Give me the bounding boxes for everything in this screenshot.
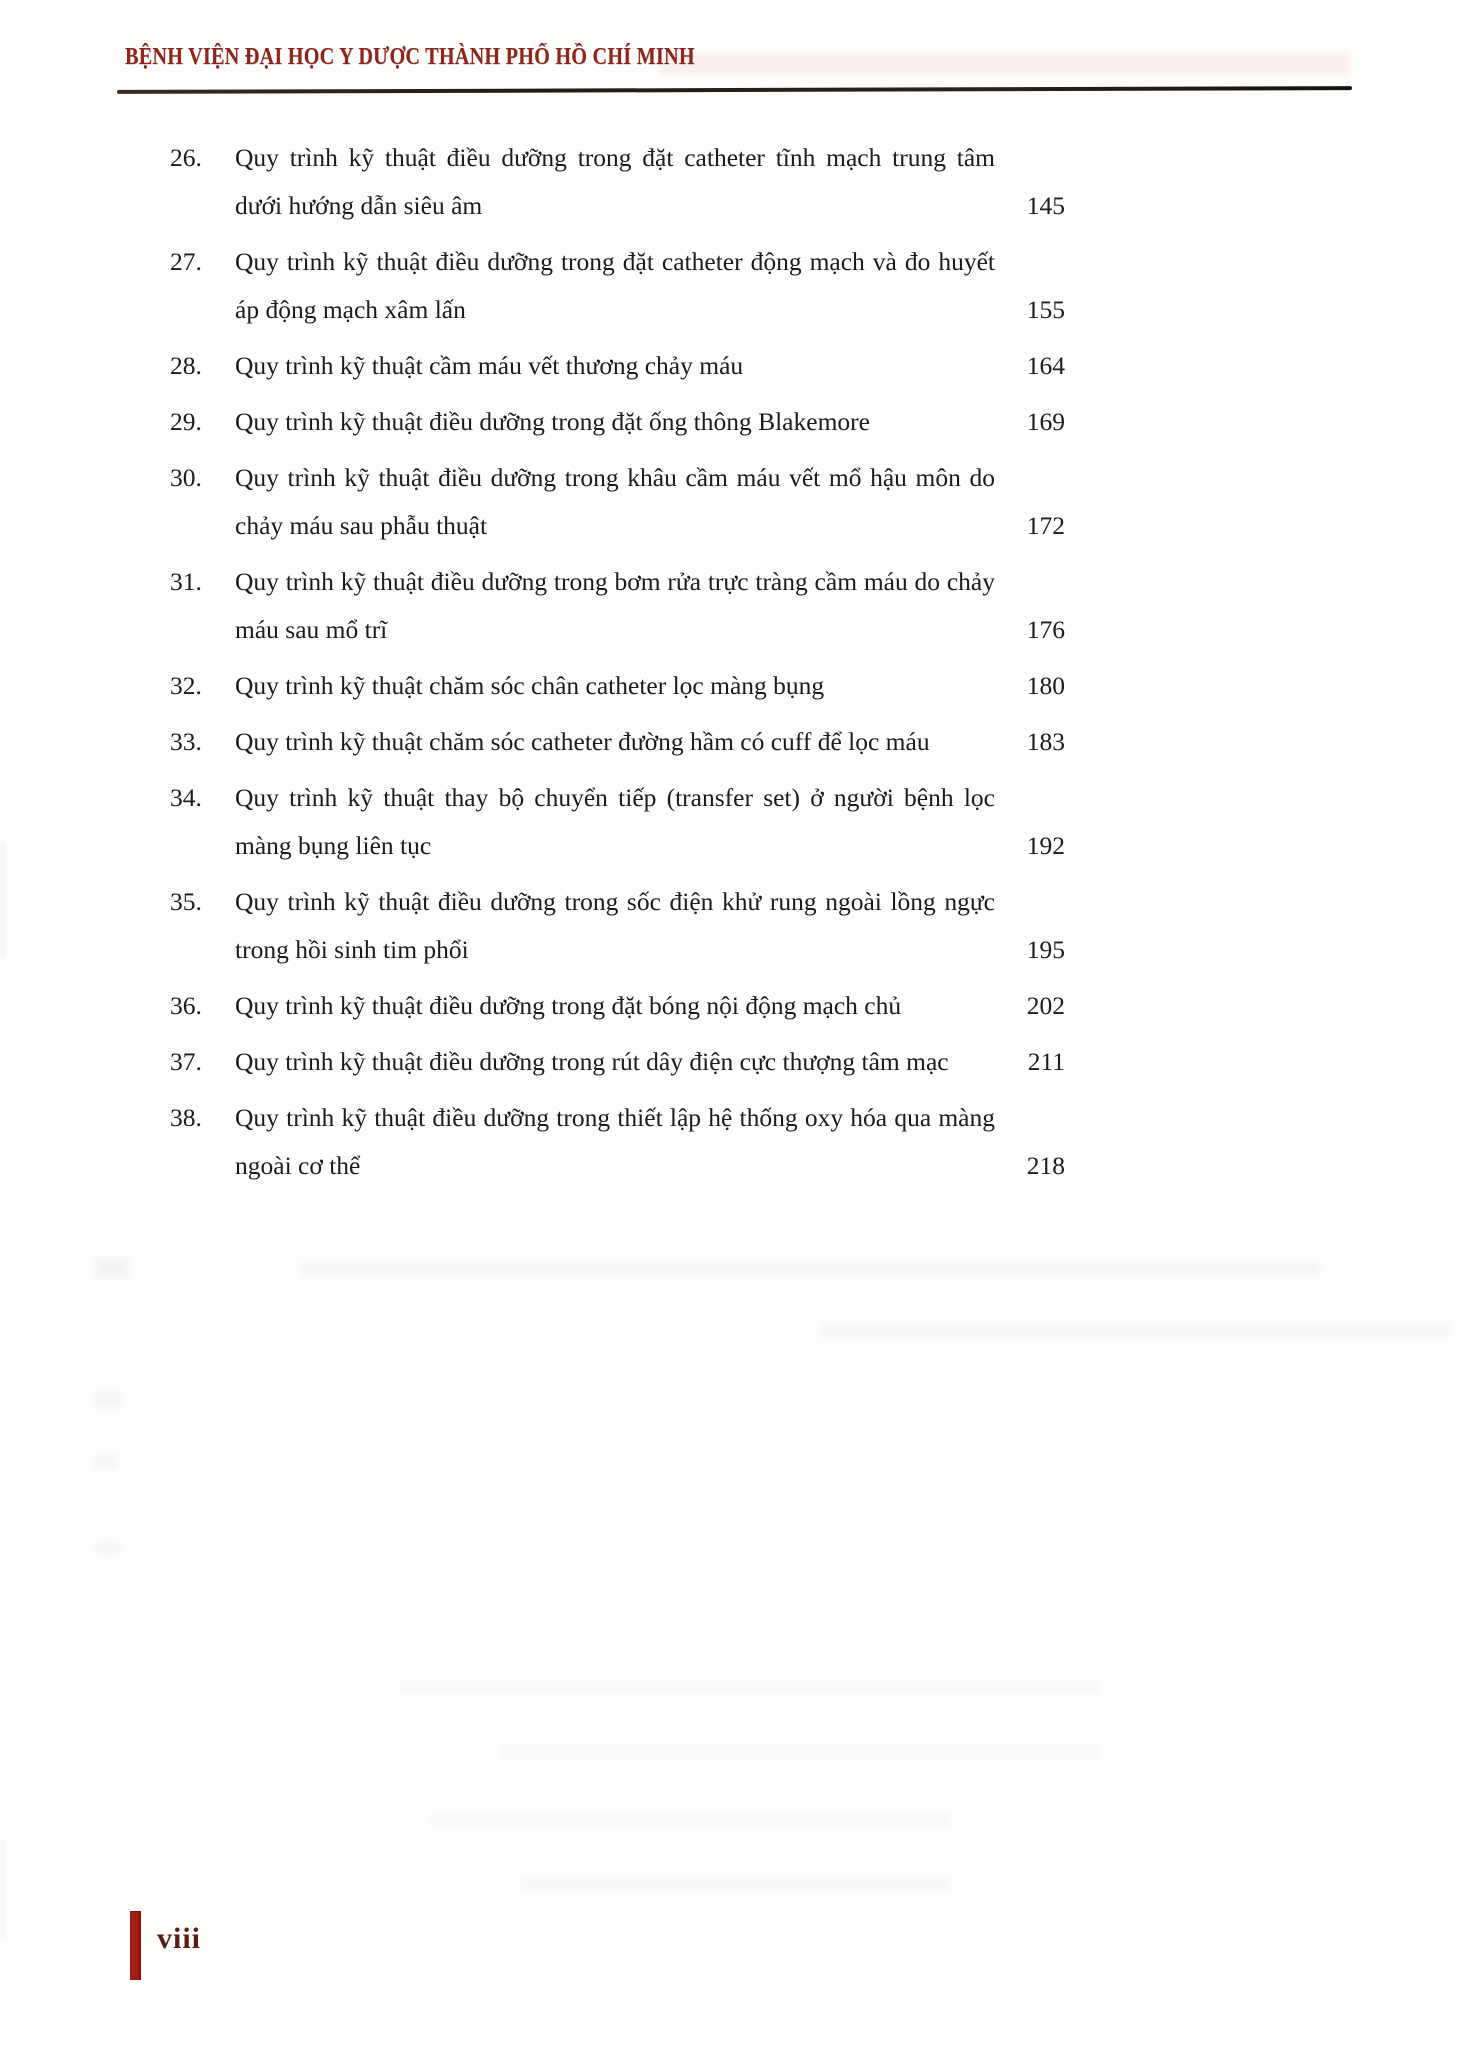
- toc-entry: [170, 454, 1065, 550]
- toc-entry: [170, 774, 1065, 870]
- toc-entry-number: 36.: [170, 991, 202, 1020]
- toc-entry-page: 176: [1026, 615, 1065, 644]
- bleed-through-ghost: [430, 1812, 950, 1826]
- bleed-through-ghost: [660, 52, 1350, 76]
- toc-entry-title: Quy trình kỹ thuật điều dưỡng trong đặt ống thông Blakemore: [235, 407, 870, 436]
- bleed-through-ghost: [95, 1390, 123, 1408]
- bleed-through-ghost: [95, 1540, 121, 1556]
- toc-entry-number: 26.: [170, 143, 202, 172]
- toc-entry-number: 33.: [170, 727, 202, 756]
- toc-entry: [170, 134, 1065, 230]
- toc-entry-page: 211: [1027, 1047, 1065, 1076]
- scan-edge-shadow: [0, 840, 6, 960]
- toc-entry: [170, 982, 1065, 1030]
- folio-red-bar: [130, 1911, 141, 1980]
- toc-entry-number: 28.: [170, 351, 202, 380]
- toc-entry: [170, 662, 1065, 710]
- toc-entry: [170, 398, 1065, 446]
- toc-entry-page: 192: [1026, 831, 1065, 860]
- toc-entry: [170, 1038, 1065, 1086]
- toc-entry-page: 172: [1026, 511, 1065, 540]
- toc-entry-number: 27.: [170, 247, 202, 276]
- toc-entry-number: 37.: [170, 1047, 202, 1076]
- toc-entry-title: Quy trình kỹ thuật điều dưỡng trong bơm rửa trực tràng cầm máu do chảy máu sau mổ trĩ: [235, 567, 995, 644]
- toc-entry-number: 30.: [170, 463, 202, 492]
- toc-entry: [170, 558, 1065, 654]
- toc-entry-page: 145: [1026, 191, 1065, 220]
- toc-entry-page: 155: [1026, 295, 1065, 324]
- page-header-title: BỆNH VIỆN ĐẠI HỌC Y DƯỢC THÀNH PHỐ HỒ CHÍ MINH: [125, 44, 695, 70]
- bleed-through-ghost: [400, 1680, 1100, 1694]
- toc-entry: [170, 342, 1065, 390]
- toc-entry-title: Quy trình kỹ thuật điều dưỡng trong sốc điện khử rung ngoài lồng ngực trong hồi sinh tim phổi: [235, 887, 995, 964]
- toc-entry-title: Quy trình kỹ thuật điều dưỡng trong khâu cầm máu vết mổ hậu môn do chảy máu sau phẫu thuật: [235, 463, 995, 540]
- toc-entry-number: 32.: [170, 671, 202, 700]
- toc-entry-page: 180: [1026, 671, 1065, 700]
- header-rule-divider: [117, 86, 1352, 93]
- bleed-through-ghost: [95, 1258, 129, 1278]
- toc-entry: [170, 1094, 1065, 1190]
- toc-entry-page: 183: [1026, 727, 1065, 756]
- toc-entry-number: 34.: [170, 783, 202, 812]
- toc-entry-page: 169: [1026, 407, 1065, 436]
- toc-entry-number: 29.: [170, 407, 202, 436]
- toc-entry: [170, 878, 1065, 974]
- toc-entry-number: 31.: [170, 567, 202, 596]
- toc-entry-title: Quy trình kỹ thuật chăm sóc catheter đường hầm có cuff để lọc máu: [235, 727, 930, 756]
- toc-entry-title: Quy trình kỹ thuật điều dưỡng trong rút dây điện cực thượng tâm mạc: [235, 1047, 949, 1076]
- toc-entry-page: 202: [1026, 991, 1065, 1020]
- folio-page-number: viii: [157, 1922, 202, 1955]
- toc-entry-page: 218: [1026, 1151, 1065, 1180]
- toc-entry-page: 195: [1026, 935, 1065, 964]
- toc-entry-title: Quy trình kỹ thuật điều dưỡng trong đặt catheter tĩnh mạch trung tâm dưới hướng dẫn siêu âm: [235, 143, 995, 220]
- toc-entry-title: Quy trình kỹ thuật thay bộ chuyển tiếp (transfer set) ở người bệnh lọc màng bụng liên tục: [235, 783, 995, 860]
- toc-entry-number: 38.: [170, 1103, 202, 1132]
- toc-entry-number: 35.: [170, 887, 202, 916]
- scan-edge-shadow: [0, 1840, 5, 1940]
- bleed-through-ghost: [500, 1745, 1100, 1759]
- bleed-through-ghost: [95, 1455, 119, 1471]
- bleed-through-ghost: [820, 1322, 1450, 1338]
- toc-entry: [170, 718, 1065, 766]
- toc-entry-title: Quy trình kỹ thuật chăm sóc chân catheter lọc màng bụng: [235, 671, 825, 700]
- toc-entry-title: Quy trình kỹ thuật cầm máu vết thương chảy máu: [235, 351, 744, 380]
- toc-entry-title: Quy trình kỹ thuật điều dưỡng trong đặt bóng nội động mạch chủ: [235, 991, 902, 1020]
- toc-entry: [170, 238, 1065, 334]
- bleed-through-ghost: [520, 1878, 950, 1892]
- toc-entry-title: Quy trình kỹ thuật điều dưỡng trong đặt catheter động mạch và đo huyết áp động mạch xâm lấn: [235, 247, 995, 324]
- toc-entry-page: 164: [1026, 351, 1065, 380]
- bleed-through-ghost: [300, 1262, 1320, 1278]
- toc-list: [170, 134, 1065, 1198]
- toc-entry-title: Quy trình kỹ thuật điều dưỡng trong thiết lập hệ thống oxy hóa qua màng ngoài cơ thể: [235, 1103, 995, 1180]
